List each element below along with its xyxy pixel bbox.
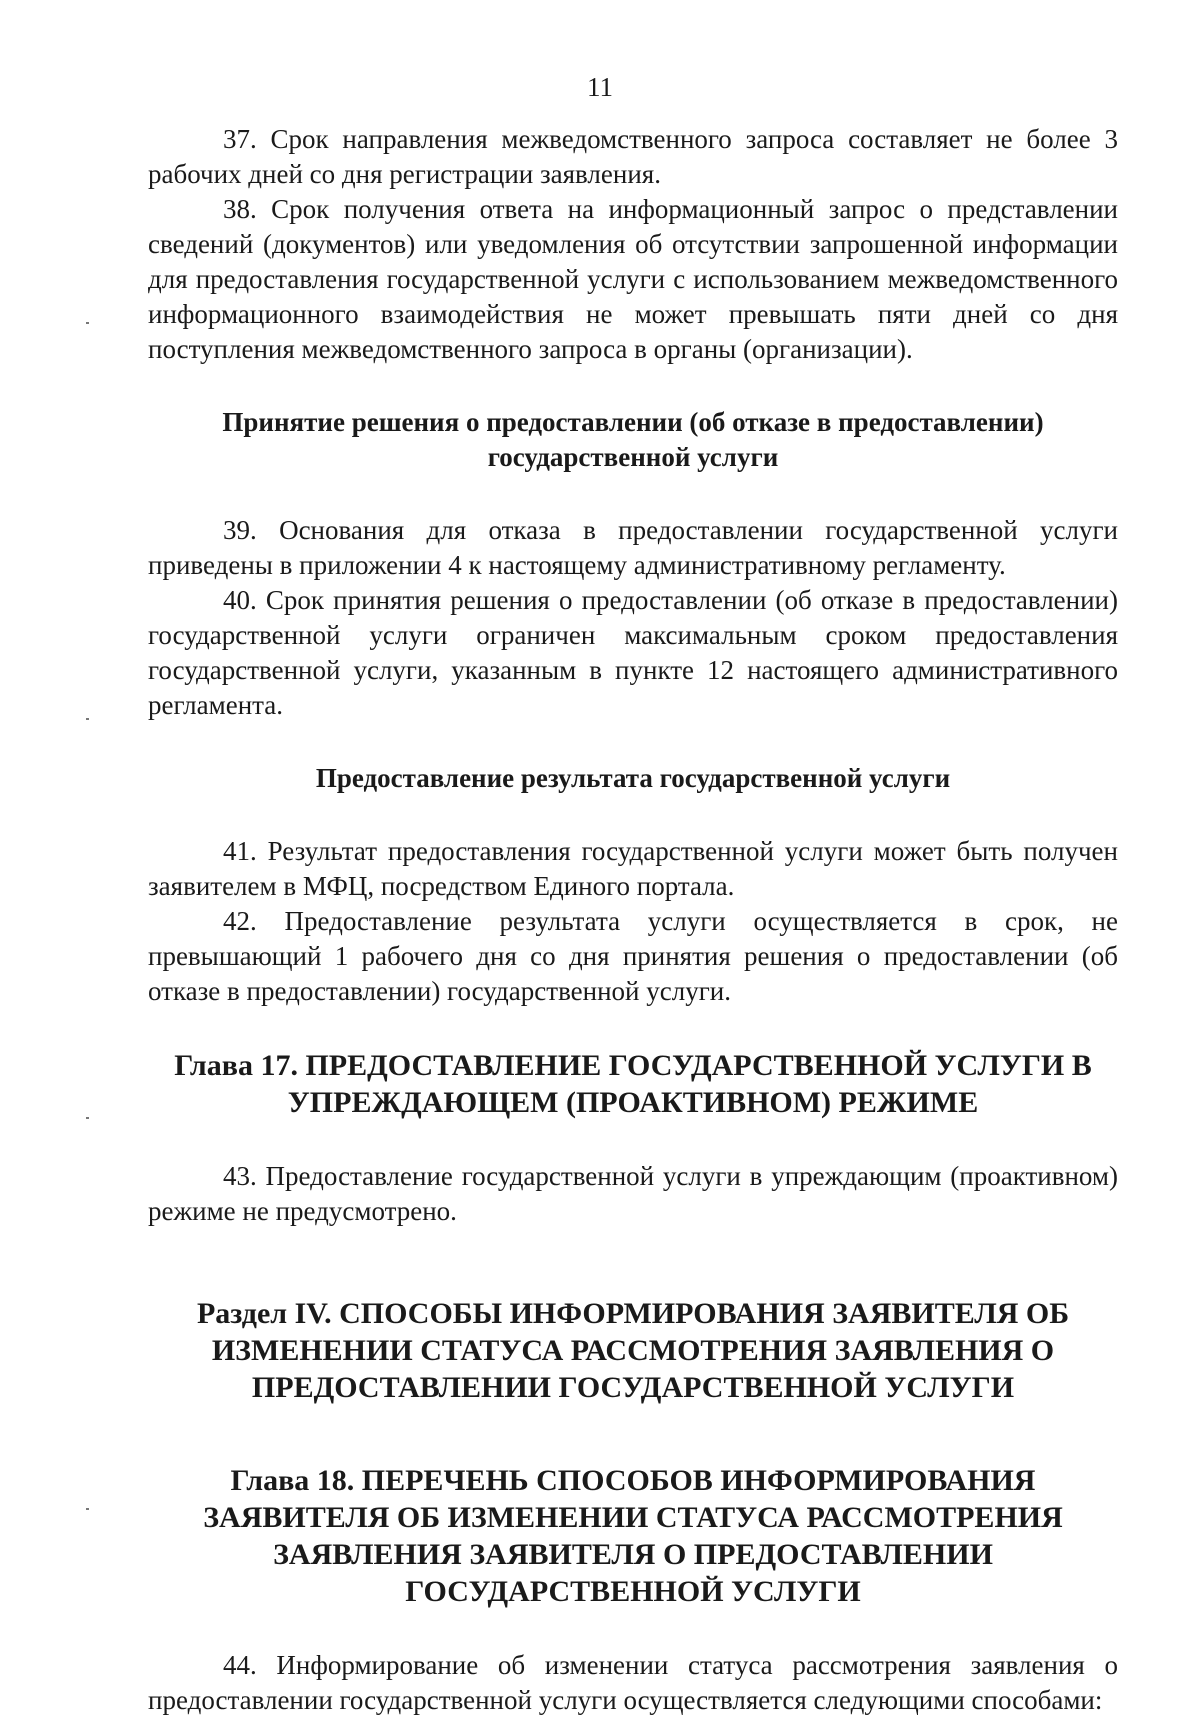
- section-4-title: Раздел IV. СПОСОБЫ ИНФОРМИРОВАНИЯ ЗАЯВИТЕЛЯ ОБ ИЗМЕНЕНИИ СТАТУСА РАССМОТРЕНИЯ ЗАЯВЛЕНИЯ О ПРЕДОСТАВЛЕНИИ ГОСУДАРСТВЕННОЙ УСЛУГИ: [196, 1297, 1070, 1404]
- paragraph-37: 37. Срок направления межведомственного запроса составляет не более 3 рабочих дней со дня регистрации заявления.: [148, 124, 1118, 189]
- heading-decision: Принятие решения о предоставлении (об отказе в предоставлении) государственной услуги: [222, 407, 1044, 472]
- paragraph-42: 42. Предоставление результата услуги осуществляется в срок, не превышающий 1 рабочего дня со дня принятия решения о предоставлении (об отказе в предоставлении) государственной услуги.: [148, 906, 1118, 1006]
- paragraph-41: 41. Результат предоставления государственной услуги может быть получен заявителем в МФЦ, посредством Единого портала.: [148, 836, 1118, 901]
- paragraph-38: 38. Срок получения ответа на информационный запрос о представлении сведений (документов) или уведомления об отсутствии запрошенной информации для предоставления государственной услуги с использованием межведомственного информационного взаимодействия не может превышать пяти дней со дня поступления межведомственного запроса в органы (организации).: [148, 194, 1118, 364]
- paragraph-43: 43. Предоставление государственной услуги в упреждающим (проактивном) режиме не предусмотрено.: [148, 1161, 1118, 1226]
- heading-result: Предоставление результата государственной услуги: [315, 763, 951, 793]
- document-body: [148, 122, 1118, 1718]
- margin-mark: [86, 718, 89, 720]
- paragraph-40: 40. Срок принятия решения о предоставлении (об отказе в предоставлении) государственной услуги ограничен максимальным сроком предоставления государственной услуги, указанным в пункте 12 настоящего административного регламента.: [148, 585, 1118, 720]
- page-number: 11: [587, 72, 613, 102]
- chapter-18-title: Глава 18. ПЕРЕЧЕНЬ СПОСОБОВ ИНФОРМИРОВАНИЯ ЗАЯВИТЕЛЯ ОБ ИЗМЕНЕНИИ СТАТУСА РАССМОТРЕНИЯ ЗАЯВЛЕНИЯ ЗАЯВИТЕЛЯ О ПРЕДОСТАВЛЕНИИ ГОСУДАРСТВЕННОЙ УСЛУГИ: [203, 1464, 1063, 1608]
- margin-mark: [86, 1117, 89, 1119]
- chapter-17-title: Глава 17. ПРЕДОСТАВЛЕНИЕ ГОСУДАРСТВЕННОЙ УСЛУГИ В УПРЕЖДАЮЩЕМ (ПРОАКТИВНОМ) РЕЖИМЕ: [174, 1049, 1092, 1119]
- margin-mark: [86, 322, 89, 324]
- paragraph-39: 39. Основания для отказа в предоставлении государственной услуги приведены в приложении 4 к настоящему административному регламенту.: [148, 515, 1118, 580]
- paragraph-44: 44. Информирование об изменении статуса рассмотрения заявления о предоставлении государственной услуги осуществляется следующими способами:: [148, 1650, 1118, 1715]
- margin-mark: [86, 1508, 89, 1510]
